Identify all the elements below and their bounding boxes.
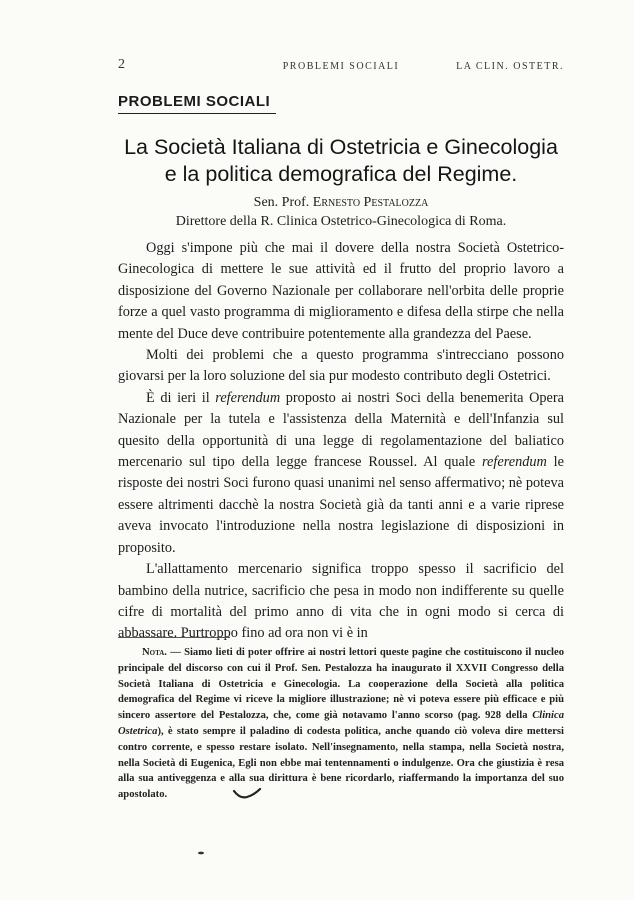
tilde-ornament-icon [232,787,262,801]
author-role: Direttore della R. Clinica Ostetrico-Ginecologica di Roma. [175,214,507,229]
author-name: Ernesto Pestalozza [312,195,429,210]
paragraph-4: L'allattamento mercenario significa troppo spesso il sacrificio del bambino della nutrice, sacrificio che pesa in modo non indifferente su quelle cifre di mortalità del primo anno di vita che in ogni modo si cerca di abbassare. Purtroppo fino ad ora non vi è in [118,561,564,642]
article-title-line-1: La Società Italiana di Ostetricia e Ginecologia [124,135,558,159]
paragraph-3-italic-2: referendum [482,454,547,471]
article-body [118,238,564,645]
paragraph-3 [118,388,564,559]
author-block [118,193,564,231]
footnote [118,645,564,803]
footnote-paragraph [118,645,564,803]
paragraph-3-text-b: proposto ai nostri Soci della benemerita Opera Nazionale per la tutela e l'assistenza della Maternità e dell'Infanzia sul quesito della opportunità di una legge di regolamentazione del baliatico mercenario sul tipo della legge francese Roussel. Al quale [118,389,564,471]
paragraph-3-text-c: le risposte dei nostri Soci furono quasi unanimi nel senso affermativo; nè poteva essere altrimenti dacchè la nostra Società già da tanti anni e a varie riprese aveva invocato l'introduzione nella nostra legislazione di disposizioni in proposito. [118,454,564,556]
footnote-italic: Clinica Ostetrica [118,710,564,737]
page-number: 2 [118,57,125,72]
paragraph-1: Oggi s'impone più che mai il dovere della nostra Società Ostetrico-Ginecologica di mettere le sue attività ed il frutto del proprio lavoro a disposizione del Governo Nazionale per collaborare nell'orbita delle proprie forze a quel vasto programma di miglioramento e difesa della stirpe che nella mente del Duce deve contribuire potentemente alla grandezza del Paese. [118,240,564,342]
paragraph-2: Molti dei problemi che a questo programma s'intrecciano possono giovarsi per la loro soluzione del sia pur modesto contributo degli Ostetrici. [118,347,564,385]
article-title-line-2: e la politica demografica del Regime. [164,162,518,186]
footnote-divider [118,637,230,638]
paragraph-3-text-a: È di ieri il [146,389,216,406]
ink-speck-icon [197,851,205,855]
section-heading: PROBLEMI SOCIALI [118,93,276,114]
paragraph-3-italic-1: referendum [215,389,281,406]
author-line [118,193,564,212]
footnote-text-b: ), è stato sempre il paladino di codesta politica, anche quando ciò voleva dire mettersi contro corrente, e spesso restare isolato. Nell'insegnamento, nella stampa, nella Società nostra, nella Società di Eugenica, Egli non ebbe mai tentennamenti o indulgenze. Ora che giustizia è resa alla sua antiveggenza e alla sua dirittura è bene ricordarlo, riaffermando la importanza del suo apostolato. [118,725,564,801]
running-title: PROBLEMI SOCIALI [282,61,400,72]
journal-abbrev: LA CLIN. OSTETR. [456,61,564,72]
footnote-label: Nota. [142,647,167,658]
footnote-text-a: — Siamo lieti di poter offrire ai nostri lettori queste pagine che costituiscono il nucleo principale del discorso con cui il Prof. Sen. Pestalozza ha inaugurato il XXVII Congresso della Società Italiana di Ostetricia e Ginecologia. La cooperazione della Società alla politica demografica del Regime vi riceve la migliore illustrazione; nè vi poteva essere più efficace e più sincero assertore del Pestalozza, che, come già notavamo l'anno scorso (pag. 928 della [118,647,564,722]
article-title [110,134,572,188]
running-header [118,57,564,80]
author-prefix: Sen. Prof. [253,195,310,210]
